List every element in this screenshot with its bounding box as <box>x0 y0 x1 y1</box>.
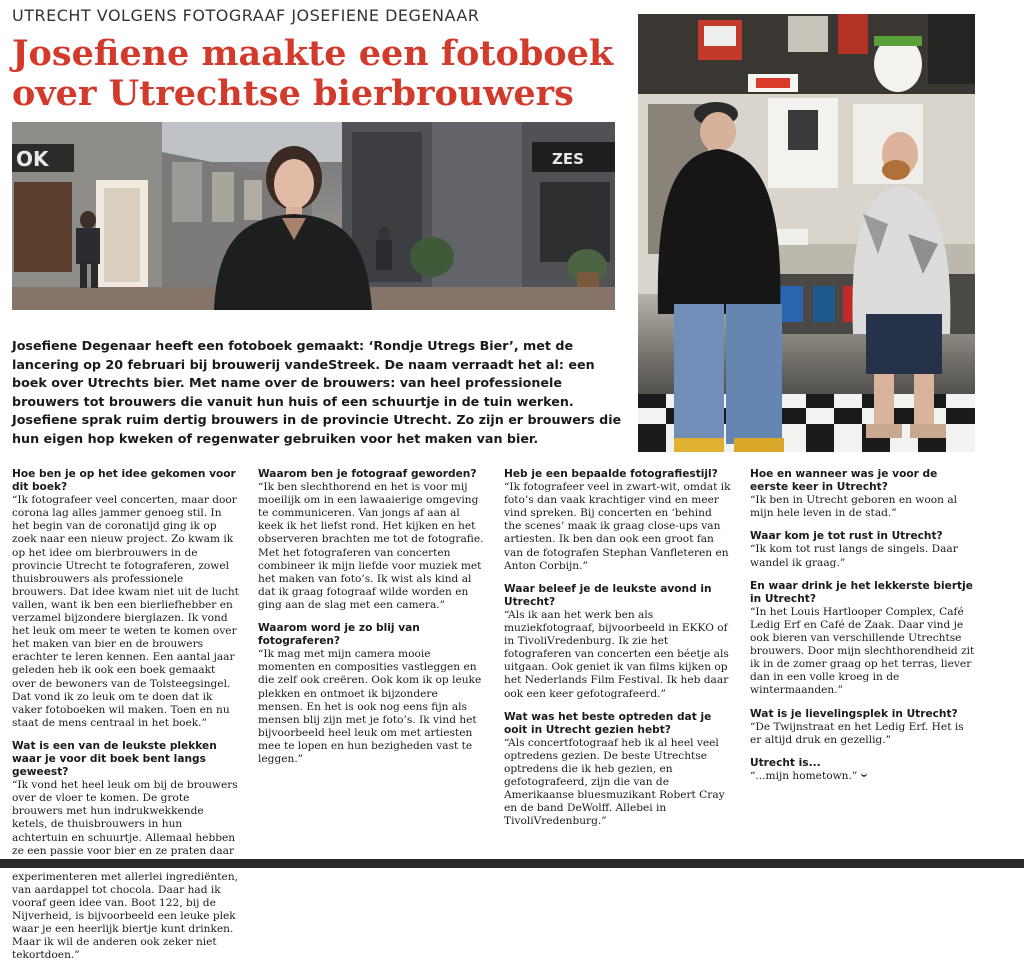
interview-question: Hoe en wanneer was je voor de eerste keer in Utrecht? <box>750 468 938 494</box>
interview-question: Waarom ben je fotograaf geworden? <box>258 468 477 480</box>
interview-question: Heb je een bepaalde fotografiestijl? <box>504 468 718 480</box>
interview-column-2 <box>258 468 486 766</box>
interview-answer: “Ik fotografeer veel in zwart-wit, omdat ik foto’s dan vaak krachtiger vind en meer vind spreken. Bij concerten en ‘behind the scenes’ maak ik graag close-ups van artiesten. Ik ben dan ook een groot fan van de fotografen Stephan Vanfleteren en Anton Corbijn.” <box>504 481 731 572</box>
interview-answer: “Ik kom tot rust langs de singels. Daar wandel ik graag.” <box>750 543 958 569</box>
interview-question: Wat is je lievelingsplek in Utrecht? <box>750 707 958 720</box>
interview-answer-text: “...mijn hometown.” <box>750 769 858 782</box>
interview-answer: “Ik vond het heel leuk om bij de brouwers over de vloer te komen. De grote brouwers met hun indrukwekkende ketels, de thuisbrouwers in hun achtertuin en schuurtje. Allemaal hebben ze een passie voor bier en ze praten daar experimenteren met allerlei ingrediënten, van aardappel tot chocola. Daar had ik vooraf geen idee van. Boot 122, bij de Nijverheid, is bijvoorbeeld een leuke plek waar je een heerlijk biertje kunt drinken. Maar ik wil de anderen ook zeker niet tekortdoen.” <box>12 779 239 962</box>
interview-answer-last <box>750 770 978 783</box>
shop-sign-left: OK <box>16 147 49 171</box>
interview-question: Hoe ben je op het idee gekomen voor dit boek? <box>12 468 236 494</box>
brewers-photo-illustration <box>638 14 975 452</box>
interview-question: Wat was het beste optreden dat je ooit in Utrecht gezien hebt? <box>504 710 712 736</box>
interview-question: Utrecht is... <box>750 756 821 769</box>
shop-sign-right: ZES <box>552 150 584 168</box>
photo-brewers <box>638 14 975 452</box>
interview-answer: “Ik ben slechthorend en het is voor mij moeilijk om in een lawaaierige omgeving te communiceren. Van jongs af aan al keek ik het liefst rond. Het kijken en het observeren brachten me tot de fotografie. Met het fotograferen van concerten combineer ik mijn liefde voor muziek met het maken van foto’s. Ik wist als kind al dat ik graag fotograaf wilde worden en ging aan de slag met een camera.” <box>258 481 484 611</box>
interview-answer: “Als concertfotograaf heb ik al heel veel optredens gezien. De beste Utrechtse optredens die ik heb gezien, en gefotografeerd, zijn die van de Amerikaanse bluesmuzikant Robert Cray en de band DeWolff. Allebei in TivoliVredenburg.” <box>504 736 725 828</box>
interview-column-3 <box>504 468 732 828</box>
interview-answer: “Ik fotografeer veel concerten, maar door corona lag alles jammer genoeg stil. In het begin van de coronatijd ging ik op zoek naar een nieuw project. Zo kwam ik op het idee om bierbrouwers in de provincie Utrecht te fotograferen, zowel thuisbrouwers als professionele brouwers. Dat idee kwam niet uit de lucht vallen, want ik ben een bierliefhebber en verzamel bijzondere bierglazen. Ik vond het leuk om meer te weten te komen over het maken van bier en de brouwers erachter te leren kennen. Een aantal jaar geleden heb ik ook een boek gemaakt over de bewoners van de Tolsteegsingel. Dat vond ik zo leuk om te doen dat ik vaker fotoboeken wil maken. Toen en nu staat de mens centraal in het boek.” <box>12 494 239 729</box>
interview-answer: “In het Louis Hartlooper Complex, Café Ledig Erf en Café de Zaak. Daar vind je ook bieren van verschillende Utrechtse brouwers. Door mijn slechthorendheid zit ik in de zomer graag op het terras, liever dan in een volle kroeg in de wintermaanden.” <box>750 605 975 697</box>
interview-question: Waar kom je tot rust in Utrecht? <box>750 530 943 543</box>
interview-answer: “Ik mag met mijn camera mooie momenten en composities vastleggen en die zelf ook creëren. Ook kom ik op leuke plekken en ontmoet ik bijzondere mensen. En het is ook nog eens fijn als mensen blij zijn met je foto’s. Ik vind het bijvoorbeeld heel leuk om met artiesten mee te lopen en hun bezigheden vast te leggen.” <box>258 648 482 765</box>
interview-question: Waarom word je zo blij van fotograferen? <box>258 622 420 648</box>
interview-answer: “De Twijnstraat en het Ledig Erf. Het is er altijd druk en gezellig.” <box>750 720 964 746</box>
photo-josefiene-street <box>12 122 615 310</box>
interview-question: En waar drink je het lekkerste biertje in Utrecht? <box>750 579 973 605</box>
article-intro: Josefiene Degenaar heeft een fotoboek gemaakt: ‘Rondje Utregs Bier’, met de lancering op 20 februari bij brouwerij vandeStreek. De naam verraadt het al: een boek over Utrechts bier. Met name over de brouwers: van heel professionele brouwers tot brouwers die vanuit hun huis of een schuurtje in de tuin werken. Josefiene sprak ruim dertig brouwers in de provincie Utrecht. Zo zijn er brouwers die hun eigen hop kweken of regenwater gebruiken voor het maken van bier. <box>12 338 622 446</box>
article-headline: Josefiene maakte een fotoboek over Utrechtse bierbrouwers <box>12 33 614 114</box>
interview-answer: “Ik ben in Utrecht geboren en woon al mijn hele leven in de stad.” <box>750 494 958 520</box>
interview-answer: “Als ik aan het werk ben als muziekfotograaf, bijvoorbeeld in EKKO of in TivoliVredenburg. Ik zie het fotograferen van concerten een béetje als uitgaan. Ook geniet ik van films kijken op het Nederlands Film Festival. Ik heb daar ook een keer gefotografeerd.” <box>504 608 729 700</box>
page-bottom-bar <box>0 859 1024 868</box>
section-kicker: UTRECHT VOLGENS FOTOGRAAF JOSEFIENE DEGENAAR <box>12 6 480 25</box>
interview-column-4 <box>750 468 978 783</box>
interview-column-1 <box>12 468 240 962</box>
interview-question: Waar beleef je de leukste avond in Utrecht? <box>504 582 712 608</box>
article-end-icon <box>860 771 868 779</box>
street-photo-illustration <box>12 122 615 310</box>
interview-question: Wat is een van de leukste plekken waar je voor dit boek bent langs geweest? <box>12 739 217 779</box>
